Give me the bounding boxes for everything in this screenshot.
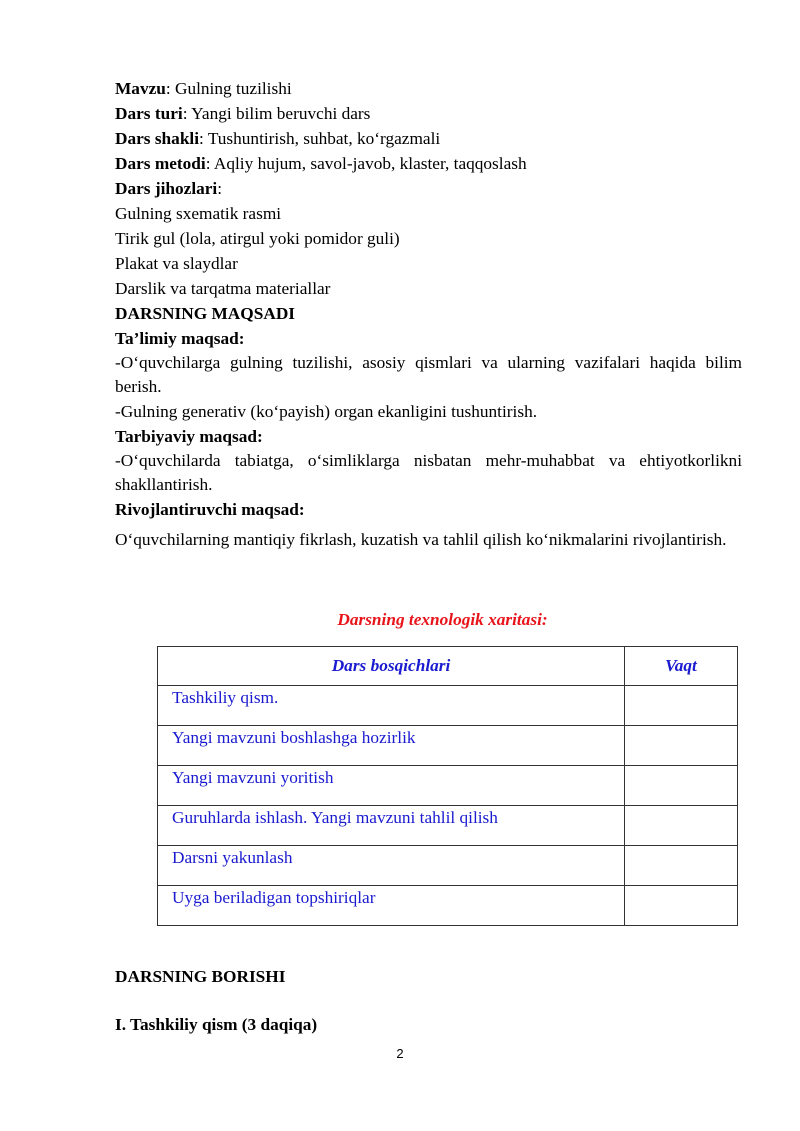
- document-body: [115, 76, 742, 556]
- tarbiyaviy-label: Tarbiyaviy maqsad:: [115, 427, 263, 446]
- time-cell: [625, 766, 738, 806]
- dars-metodi-label: Dars metodi: [115, 154, 206, 173]
- dars-shakli-value: : Tushuntirish, suhbat, koʻrgazmali: [199, 129, 441, 148]
- stage-cell: Yangi mavzuni boshlashga hozirlik: [158, 726, 625, 766]
- table-row: [158, 806, 738, 846]
- jihoz-item: Gulning sxematik rasmi: [115, 204, 282, 223]
- stage-cell: Darsni yakunlash: [158, 846, 625, 886]
- page-number: 2: [396, 1046, 404, 1061]
- mavzu-label: Mavzu: [115, 79, 166, 98]
- time-cell: [625, 686, 738, 726]
- dars-metodi-line: [115, 151, 742, 176]
- maqsad-title: DARSNING MAQSADI: [115, 304, 296, 323]
- stage-cell: Yangi mavzuni yoritish: [158, 766, 625, 806]
- section-1-heading: I. Tashkiliy qism (3 daqiqa): [115, 1015, 318, 1034]
- talimiy-text-1: -Oʻquvchilarga gulning tuzilishi, asosiy qismlari va ularning vazifalari haqida bilim berish.: [115, 353, 742, 396]
- borishi-title: DARSNING BORISHI: [115, 967, 286, 986]
- jihoz-item: Tirik gul (lola, atirgul yoki pomidor guli): [115, 229, 400, 248]
- dars-metodi-value: : Aqliy hujum, savol-javob, klaster, taqqoslash: [205, 154, 527, 173]
- jihoz-item: Plakat va slaydlar: [115, 254, 238, 273]
- time-cell: [625, 726, 738, 766]
- stage-cell: Guruhlarda ishlash. Yangi mavzuni tahlil qilish: [158, 806, 625, 846]
- table-row: [158, 886, 738, 926]
- rivoj-text-1: Oʻquvchilarning mantiqiy fikrlash, kuzatish va tahlil qilish koʻnikmalarini rivojlantirish.: [115, 530, 727, 549]
- dars-turi-label: Dars turi: [115, 104, 183, 123]
- table-header-row: [158, 647, 738, 686]
- stage-cell: Uyga beriladigan topshiriqlar: [158, 886, 625, 926]
- technology-map-table: [157, 646, 738, 926]
- technology-map-title: Darsning texnologik xaritasi:: [337, 610, 548, 629]
- mavzu-value: : Gulning tuzilishi: [165, 79, 292, 98]
- rivoj-label: Rivojlantiruvchi maqsad:: [115, 500, 305, 519]
- jihoz-item: Darslik va tarqatma materiallar: [115, 279, 331, 298]
- dars-shakli-line: [115, 126, 742, 151]
- dars-shakli-label: Dars shakli: [115, 129, 200, 148]
- tarbiyaviy-text-1: -Oʻquvchilarda tabiatga, oʻsimliklarga nisbatan mehr-muhabbat va ehtiyotkorlikni shakllantirish.: [115, 451, 742, 494]
- stage-cell: Tashkiliy qism.: [158, 686, 625, 726]
- mavzu-line: [115, 76, 742, 101]
- column-header-stages: Dars bosqichlari: [158, 647, 625, 686]
- jihozlar-label: Dars jihozlari: [115, 179, 218, 198]
- talimiy-text-2: -Gulning generativ (koʻpayish) organ ekanligini tushuntirish.: [115, 402, 538, 421]
- table-row: [158, 766, 738, 806]
- time-cell: [625, 806, 738, 846]
- dars-turi-value: : Yangi bilim beruvchi dars: [182, 104, 371, 123]
- talimiy-label: Ta’limiy maqsad:: [115, 329, 245, 348]
- table-row: [158, 846, 738, 886]
- time-cell: [625, 846, 738, 886]
- jihozlar-colon: :: [217, 179, 223, 198]
- jihozlar-line: [115, 176, 742, 201]
- table-row: [158, 686, 738, 726]
- time-cell: [625, 886, 738, 926]
- column-header-time: Vaqt: [625, 647, 738, 686]
- dars-turi-line: [115, 101, 742, 126]
- table-row: [158, 726, 738, 766]
